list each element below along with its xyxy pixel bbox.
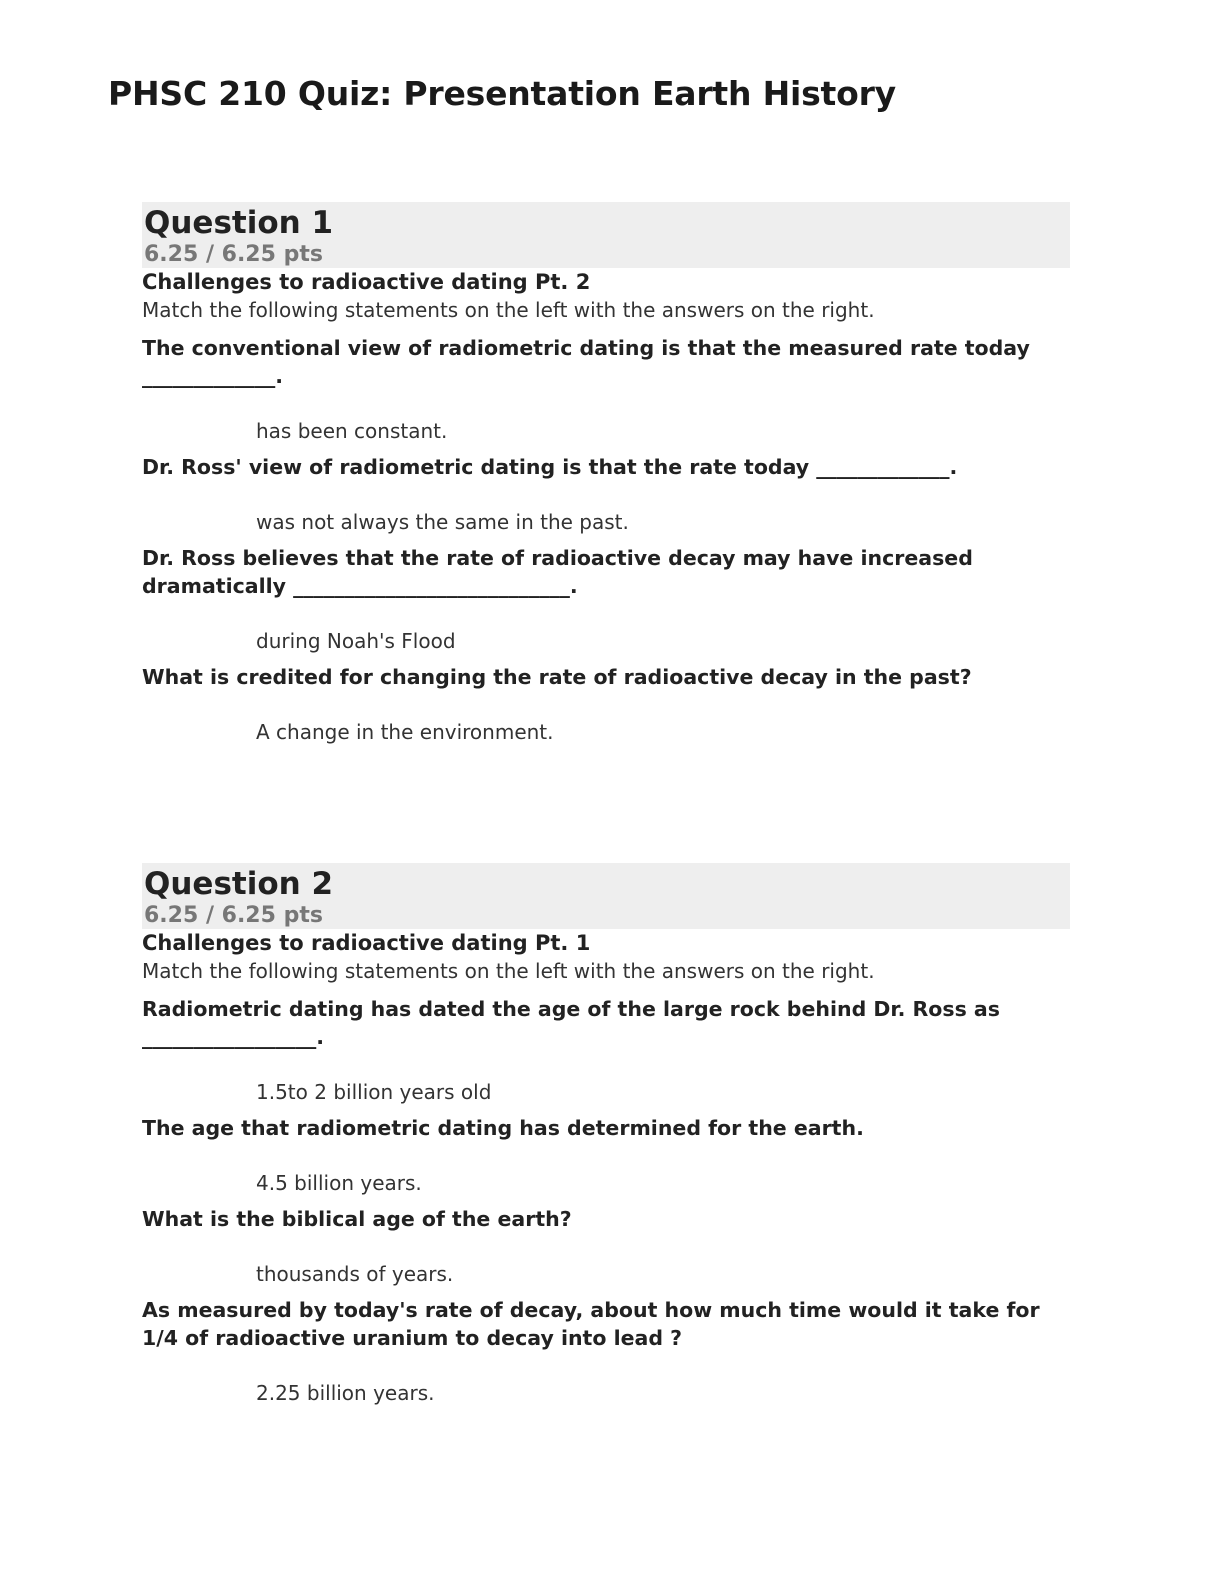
question-2	[142, 863, 1070, 1415]
match-pair	[142, 544, 1070, 655]
question-1	[142, 202, 1070, 754]
match-pairs	[142, 334, 1070, 746]
question-number: Question 1	[144, 205, 334, 241]
match-pair	[142, 1114, 1070, 1197]
question-subtitle: Challenges to radioactive dating Pt. 1	[142, 931, 591, 955]
match-pair	[142, 1205, 1070, 1288]
question-header	[142, 202, 1070, 268]
match-answer: thousands of years.	[256, 1262, 454, 1286]
match-prompt: What is the biblical age of the earth?	[142, 1207, 572, 1231]
match-pair	[142, 663, 1070, 746]
match-pair	[142, 995, 1070, 1106]
match-prompt: The conventional view of radiometric dating is that the measured rate today _____________.	[142, 336, 1030, 388]
match-answer: was not always the same in the past.	[256, 510, 629, 534]
match-prompt: The age that radiometric dating has determined for the earth.	[142, 1116, 864, 1140]
match-pair	[142, 334, 1070, 445]
question-subtitle: Challenges to radioactive dating Pt. 2	[142, 270, 591, 294]
match-prompt: Radiometric dating has dated the age of the large rock behind Dr. Ross as _________________.	[142, 997, 1000, 1049]
match-prompt: Dr. Ross' view of radiometric dating is that the rate today _____________.	[142, 455, 958, 479]
match-prompt: What is credited for changing the rate of radioactive decay in the past?	[142, 665, 972, 689]
match-prompt: Dr. Ross believes that the rate of radioactive decay may have increased dramatically ___________________________.	[142, 546, 973, 598]
question-number: Question 2	[144, 866, 334, 902]
question-header	[142, 863, 1070, 929]
match-answer: has been constant.	[256, 419, 448, 443]
question-instructions: Match the following statements on the left with the answers on the right.	[142, 959, 875, 983]
match-pair	[142, 453, 1070, 536]
match-pairs	[142, 995, 1070, 1407]
question-points: 6.25 / 6.25 pts	[144, 242, 323, 267]
match-answer: 4.5 billion years.	[256, 1171, 422, 1195]
match-answer: A change in the environment.	[256, 720, 554, 744]
match-pair	[142, 1296, 1070, 1407]
document-title: PHSC 210 Quiz: Presentation Earth History	[108, 74, 896, 113]
match-prompt: As measured by today's rate of decay, about how much time would it take for 1/4 of radioactive uranium to decay into lead ?	[142, 1298, 1040, 1350]
match-answer: 1.5to 2 billion years old	[256, 1080, 492, 1104]
question-points: 6.25 / 6.25 pts	[144, 903, 323, 928]
match-answer: during Noah's Flood	[256, 629, 456, 653]
question-instructions: Match the following statements on the left with the answers on the right.	[142, 298, 875, 322]
match-answer: 2.25 billion years.	[256, 1381, 435, 1405]
